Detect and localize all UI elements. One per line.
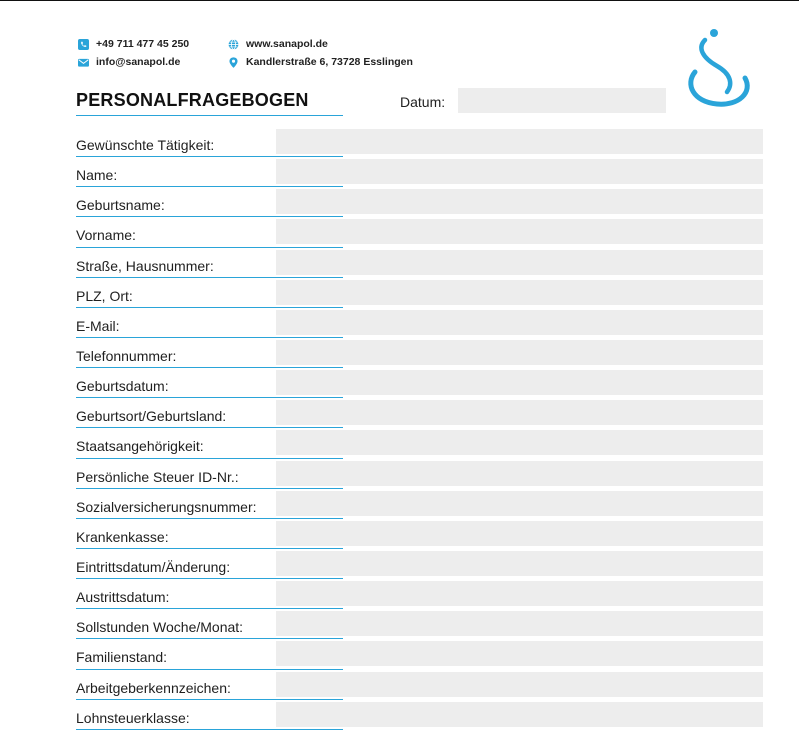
form-row xyxy=(76,430,763,460)
label-underline xyxy=(76,247,343,248)
field-label: Geburtsdatum: xyxy=(76,378,169,395)
page-top-border xyxy=(0,0,799,1)
field-input[interactable] xyxy=(276,189,763,214)
label-underline xyxy=(76,427,343,428)
form-row xyxy=(76,491,763,521)
field-input[interactable] xyxy=(276,129,763,154)
date-label: Datum: xyxy=(400,94,446,110)
field-input[interactable] xyxy=(276,521,763,546)
field-input[interactable] xyxy=(276,310,763,335)
form-row xyxy=(76,189,763,219)
form-row xyxy=(76,641,763,671)
label-underline xyxy=(76,307,343,308)
field-input[interactable] xyxy=(276,159,763,184)
field-input[interactable] xyxy=(276,219,763,244)
field-input[interactable] xyxy=(276,581,763,606)
label-underline xyxy=(76,186,343,187)
field-input[interactable] xyxy=(276,250,763,275)
field-label: Vorname: xyxy=(76,227,136,244)
contact-email-text: info@sanapol.de xyxy=(96,56,181,68)
field-label: E-Mail: xyxy=(76,317,120,334)
field-input[interactable] xyxy=(276,400,763,425)
field-label: Staatsangehörigkeit: xyxy=(76,438,204,455)
label-underline xyxy=(76,669,343,670)
contact-phone[interactable] xyxy=(78,38,189,50)
field-label: Sollstunden Woche/Monat: xyxy=(76,619,244,636)
form-row xyxy=(76,461,763,491)
field-input[interactable] xyxy=(276,430,763,455)
field-input[interactable] xyxy=(276,611,763,636)
label-underline xyxy=(76,337,343,338)
form-row xyxy=(76,370,763,400)
location-pin-icon xyxy=(228,57,239,68)
field-label: Krankenkasse: xyxy=(76,528,169,545)
field-label: Straße, Hausnummer: xyxy=(76,257,214,274)
label-underline xyxy=(76,608,343,609)
label-underline xyxy=(76,488,343,489)
form-row xyxy=(76,702,763,732)
label-underline xyxy=(76,578,343,579)
field-input[interactable] xyxy=(276,491,763,516)
field-input[interactable] xyxy=(276,672,763,697)
field-label: Telefonnummer: xyxy=(76,347,177,364)
contact-address-text: Kandlerstraße 6, 73728 Esslingen xyxy=(246,56,413,68)
label-underline xyxy=(76,638,343,639)
label-underline xyxy=(76,397,343,398)
contact-website[interactable] xyxy=(228,38,328,50)
field-label: Familienstand: xyxy=(76,649,168,666)
contact-email[interactable] xyxy=(78,56,180,68)
field-label: Gewünschte Tätigkeit: xyxy=(76,137,215,153)
field-input[interactable] xyxy=(276,461,763,486)
form-row xyxy=(76,340,763,370)
form-row xyxy=(76,672,763,702)
field-label: Sozialversicherungsnummer: xyxy=(76,498,257,515)
form-fields xyxy=(76,129,763,732)
field-input[interactable] xyxy=(276,340,763,365)
mail-icon xyxy=(78,57,89,68)
title-underline xyxy=(76,115,343,116)
form-row xyxy=(76,521,763,551)
form-row xyxy=(76,219,763,249)
field-input[interactable] xyxy=(276,370,763,395)
label-underline xyxy=(76,518,343,519)
field-input[interactable] xyxy=(276,551,763,576)
form-row xyxy=(76,400,763,430)
field-label: Geburtsort/Geburtsland: xyxy=(76,408,227,425)
form-row xyxy=(76,159,763,189)
label-underline xyxy=(76,216,343,217)
date-input[interactable] xyxy=(458,88,666,113)
form-row xyxy=(76,581,763,611)
label-underline xyxy=(76,548,343,549)
field-label: Eintrittsdatum/Änderung: xyxy=(76,558,231,575)
form-row xyxy=(76,551,763,581)
sanapol-logo xyxy=(683,26,753,110)
label-underline xyxy=(76,277,343,278)
field-label: Lohnsteuerklasse: xyxy=(76,709,190,726)
globe-icon xyxy=(228,39,239,50)
label-underline xyxy=(76,699,343,700)
form-row xyxy=(76,250,763,280)
label-underline xyxy=(76,367,343,368)
label-underline xyxy=(76,458,343,459)
field-label: Arbeitgeberkennzeichen: xyxy=(76,679,231,696)
label-underline xyxy=(76,729,343,730)
contact-website-text: www.sanapol.de xyxy=(246,38,328,50)
contact-phone-text: +49 711 477 45 250 xyxy=(96,38,190,50)
form-row xyxy=(76,280,763,310)
field-label: PLZ, Ort: xyxy=(76,287,133,304)
label-underline xyxy=(76,156,343,157)
field-label: Geburtsname: xyxy=(76,197,165,214)
contact-address xyxy=(228,56,413,68)
field-input[interactable] xyxy=(276,702,763,727)
form-row xyxy=(76,129,763,159)
field-label: Name: xyxy=(76,167,118,184)
phone-icon xyxy=(78,39,89,50)
form-row xyxy=(76,310,763,340)
page-title: PERSONALFRAGEBOGEN xyxy=(76,90,309,110)
field-label: Austrittsdatum: xyxy=(76,589,170,606)
field-label: Persönliche Steuer ID-Nr.: xyxy=(76,468,239,485)
field-input[interactable] xyxy=(276,641,763,666)
form-row xyxy=(76,611,763,641)
field-input[interactable] xyxy=(276,280,763,305)
